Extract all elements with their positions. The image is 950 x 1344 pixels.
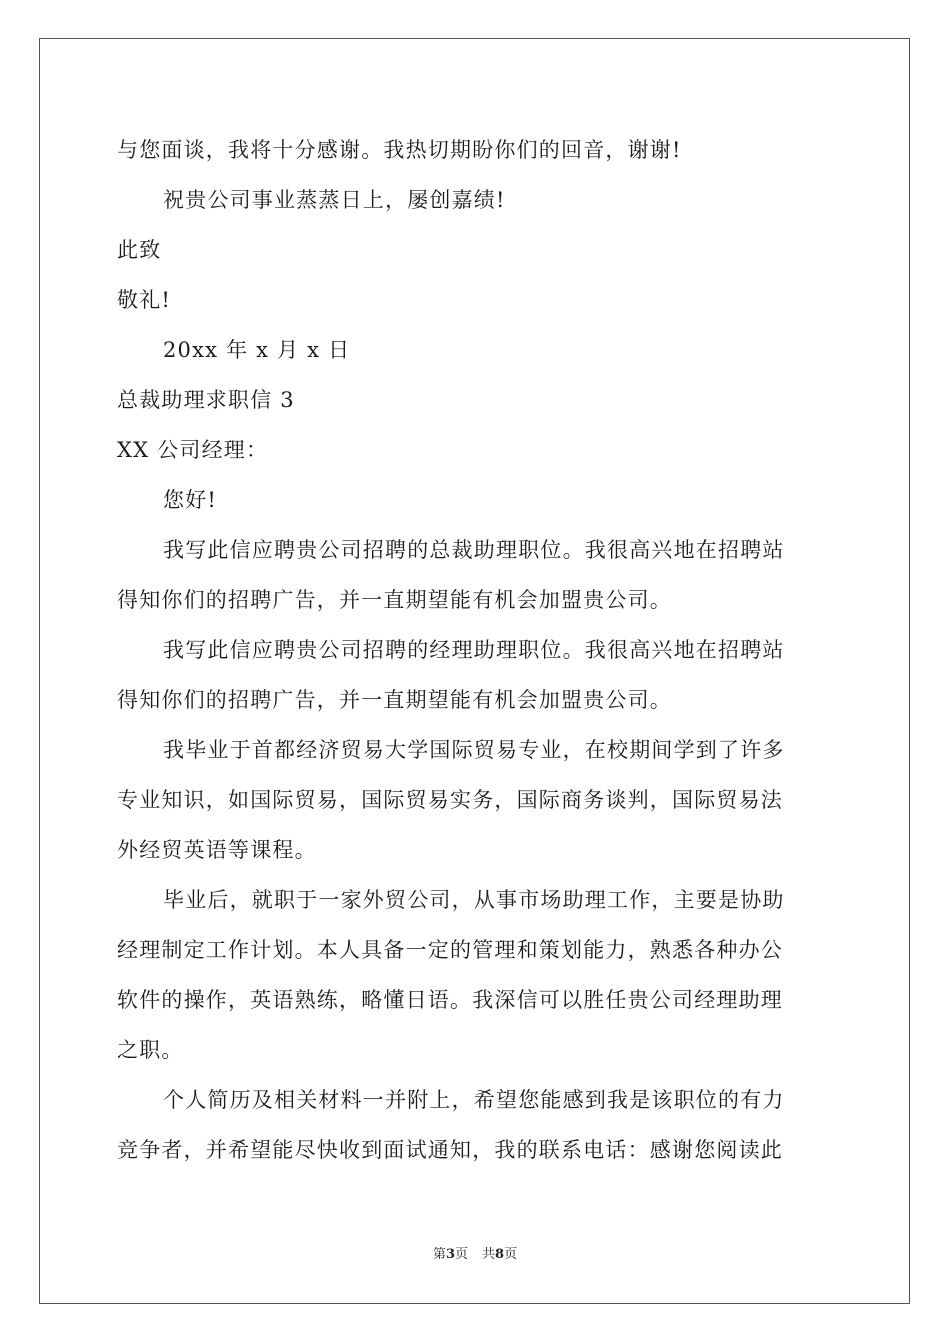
paragraph-line: 专业知识，如国际贸易，国际贸易实务，国际商务谈判，国际贸易法	[117, 788, 783, 812]
letter-date: 20xx 年 x 月 x 日	[163, 338, 351, 362]
letter-greeting: 您好!	[163, 488, 218, 512]
paragraph-line: 我写此信应聘贵公司招聘的经理助理职位。我很高兴地在招聘站	[163, 638, 785, 662]
paragraph-line: 得知你们的招聘广告，并一直期望能有机会加盟贵公司。	[117, 688, 672, 712]
paragraph-line: 外经贸英语等课程。	[117, 838, 317, 862]
total-suffix: 页	[504, 1247, 518, 1262]
paragraph-line: 毕业后，就职于一家外贸公司，从事市场助理工作，主要是协助	[163, 888, 785, 912]
letter-recipient: XX 公司经理：	[117, 438, 269, 462]
page-border	[39, 38, 910, 1304]
paragraph-line: 我写此信应聘贵公司招聘的总裁助理职位。我很高兴地在招聘站	[163, 538, 785, 562]
salutation-closing: 此致	[117, 238, 162, 262]
paragraph-line: 竞争者，并希望能尽快收到面试通知，我的联系电话：感谢您阅读此	[117, 1138, 783, 1162]
paragraph-line: 得知你们的招聘广告，并一直期望能有机会加盟贵公司。	[117, 588, 672, 612]
paragraph-line: 软件的操作，英语熟练，略懂日语。我深信可以胜任贵公司经理助理	[117, 988, 783, 1012]
total-prefix: 共	[482, 1247, 496, 1262]
page-prefix: 第	[432, 1247, 446, 1262]
page-suffix: 页	[454, 1247, 468, 1262]
section-title: 总裁助理求职信 3	[117, 388, 295, 412]
paragraph-line: 经理制定工作计划。本人具备一定的管理和策划能力，熟悉各种办公	[117, 938, 783, 962]
paragraph-line: 之职。	[117, 1038, 184, 1062]
paragraph-line: 与您面谈，我将十分感谢。我热切期盼你们的回音，谢谢!	[117, 138, 682, 162]
closing-wish: 祝贵公司事业蒸蒸日上，屡创嘉绩!	[163, 188, 506, 212]
page-footer	[0, 1246, 950, 1264]
total-page-number: 8	[495, 1247, 505, 1262]
current-page-number: 3	[445, 1247, 455, 1262]
salutation-regards: 敬礼!	[117, 288, 172, 312]
paragraph-line: 我毕业于首都经济贸易大学国际贸易专业，在校期间学到了许多	[163, 738, 785, 762]
paragraph-line: 个人简历及相关材料一并附上，希望您能感到我是该职位的有力	[163, 1088, 785, 1112]
